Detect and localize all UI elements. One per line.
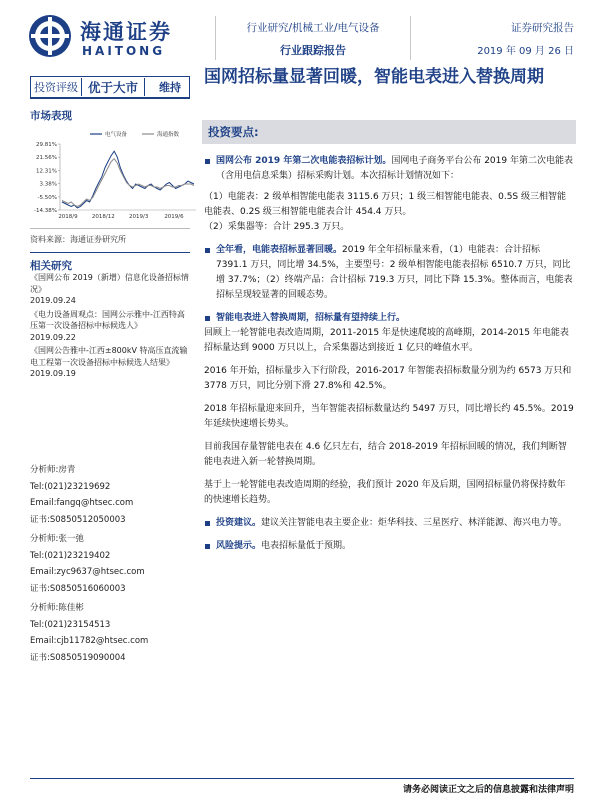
analyst-card <box>30 462 190 528</box>
analyst-cert: 证书:S0850516060003 <box>30 583 126 594</box>
chart-y-tick-label: -14.38% <box>34 208 57 214</box>
report-date: 2019 年 09 月 26 日 <box>477 46 574 57</box>
analyst-cert: 证书:S0850519090004 <box>30 652 126 663</box>
cycle-decline: 2016 年开始，招标量步入下行阶段，2016-2017 年智能表招标数量分别为约 6573 万只和 3778 万只，同比分别下滑 27.8%和 42.5%。 <box>204 366 572 391</box>
cycle-review: 回顾上一轮智能电表改造周期，2011-2015 年是快速爬坡的高峰期，2014-2015 年电能表招标量达到 9000 万只以上，合采集器达到接近 1 亿只的峰值水平。 <box>204 328 569 353</box>
bullet-lead: 智能电表进入替换周期，招标量有望持续上行。 <box>216 313 406 323</box>
analyst-card <box>30 531 190 597</box>
disclaimer-footer: 请务必阅读正文之后的信息披露和法律声明 <box>402 785 574 795</box>
bullet-icon <box>205 248 210 253</box>
related-item-date: 2019.09.22 <box>30 332 76 342</box>
chart-y-tick-label: 12.31% <box>36 168 57 175</box>
bullet-text: 国网电子商务平台公布 2019 年第二次电能表（含用电信息采集）招标采购计划。本次招标计划情况如下： <box>216 156 573 181</box>
bullet-annual-recovery <box>204 243 574 303</box>
bullet-lead: 全年看，电能表招标显著回暖。 <box>216 245 343 255</box>
rating-value: 优于大市 <box>81 78 145 96</box>
bullet-lead: 投资建议。 <box>216 518 262 528</box>
related-item[interactable] <box>30 272 190 307</box>
market-section-title: 市场表现 <box>30 110 72 122</box>
chart-legend-label: 电气设备 <box>105 132 128 138</box>
key-points-title: 投资要点: <box>208 125 259 139</box>
related-list <box>30 272 190 382</box>
rating-trend: 维持 <box>159 81 181 94</box>
chart-source: 资料来源：海通证券研究所 <box>30 235 126 244</box>
bullet-icon <box>205 159 210 164</box>
chart-x-tick-label: 2019/3 <box>128 214 149 220</box>
chart-x-tick-label: 2018/12 <box>91 214 115 220</box>
related-item-date: 2019.09.24 <box>30 296 76 305</box>
related-item[interactable] <box>30 345 190 380</box>
cycle-outlook: 基于上一轮智能电表改造周期的经验，我们预计 2020 年及后期，国网招标量仍将保持数年的快速增长趋势。 <box>204 480 566 505</box>
analyst-list <box>30 462 190 669</box>
bidding-plan-collectors: （2）采集器等：合计 295.3 万只。 <box>204 222 350 232</box>
related-item-text: 《国网公布 2019（新增）信息化设备招标情况》 <box>30 273 189 294</box>
logo-text-en: HAITONG <box>82 44 166 58</box>
chart-x-tick-label: 2018/9 <box>58 214 78 220</box>
haitong-logo <box>28 14 188 60</box>
chart-series-line <box>62 151 194 208</box>
haitong-emblem-icon <box>28 14 72 58</box>
rating-label: 投资评级 <box>34 81 78 94</box>
chart-y-tick-label: 3.38% <box>39 181 57 188</box>
chart-y-tick-label: 21.56% <box>36 155 57 162</box>
chart-legend-label: 海通指数 <box>157 132 180 138</box>
related-item-date: 2019.09.19 <box>30 369 76 378</box>
cycle-stock: 目前我国存量智能电表在 4.6 亿只左右，结合 2018-2019 年招标回暖的情况，我们判断智能电表进入新一轮替换周期。 <box>204 442 567 467</box>
related-item-text: 《电力设备周观点：国网公示雅中-江西特高压第一次设备招标中标候选人》 <box>30 309 185 330</box>
industry-categories: 行业研究/机械工业/电气设备 <box>246 22 380 34</box>
analyst-email[interactable]: Email:zyc9637@htsec.com <box>30 567 145 577</box>
bullet-lead: 风险提示。 <box>216 541 262 551</box>
bullet-text: 2019 年全年招标量来看，（1）电能表：合计招标 7391.1 万只，同比增 34.5%，主要型号：2 级单相智能电能表招标 6510.7 万只，同比增 37.7%；（2）终端产品：合计招标 719.3 万只，同比下降 15.3%。整体而言，电能表招标呈现较显著的回暖态势。 <box>216 245 573 300</box>
bullet-icon <box>205 316 210 321</box>
bidding-plan-meters: （1）电能表：2 级单相智能电能表 3115.6 万只；1 级三相智能电能表、0.5S 级三相智能电能表、0.2S 级三相智能电能表合计 454.4 万只。 <box>204 192 567 217</box>
analyst-name: 分析师:陈佳彬 <box>30 603 84 613</box>
bullet-icon <box>205 544 210 549</box>
analyst-name: 分析师:张一弛 <box>30 534 84 544</box>
bullet-lead: 国网公布 2019 年第二次电能表招标计划。 <box>216 156 392 166</box>
key-points-body <box>204 154 574 554</box>
analyst-card <box>30 600 190 666</box>
market-performance-chart <box>30 124 200 224</box>
report-category: 证券研究报告 <box>511 22 574 34</box>
key-points-header <box>202 120 576 144</box>
analyst-tel: Tel:(021)23219692 <box>30 481 111 492</box>
bullet-text: 电表招标量低于预期。 <box>261 541 352 551</box>
analyst-name: 分析师:房青 <box>30 465 76 475</box>
bullet-text: 建议关注智能电表主要企业：炬华科技、三星医疗、林洋能源、海兴电力等。 <box>261 518 568 528</box>
analyst-cert: 证书:S0850512050003 <box>30 514 126 525</box>
chart-svg <box>30 124 200 224</box>
bullet-icon <box>205 521 210 526</box>
bullet-risk-warning <box>204 539 574 554</box>
footer-rule <box>30 778 574 779</box>
bullet-bidding-plan <box>204 154 574 184</box>
related-item[interactable] <box>30 309 190 344</box>
analyst-tel: Tel:(021)23154513 <box>30 619 111 630</box>
chart-x-tick-label: 2019/6 <box>164 214 184 220</box>
header-divider-right <box>410 16 411 60</box>
logo-text-cn: 海通证券 <box>80 20 172 44</box>
analyst-email[interactable]: Email:cjb11782@htsec.com <box>30 636 149 646</box>
cycle-rebound: 2018 年招标量迎来回升，当年智能表招标数量达约 5497 万只，同比增长约 45.5%。2019 年延续快速增长势头。 <box>204 404 574 429</box>
chart-divider <box>30 228 190 229</box>
related-item-text: 《国网公告雅中-江西±800kV 特高压直流输电工程第一次设备招标中标候选人结果》 <box>30 346 188 367</box>
related-divider <box>30 252 190 253</box>
chart-y-tick-label: 29.81% <box>36 142 57 148</box>
header-divider-left <box>215 16 216 60</box>
investment-rating <box>30 76 190 98</box>
bullet-investment-advice <box>204 516 574 531</box>
related-section-title: 相关研究 <box>30 260 72 272</box>
report-title: 国网招标量显著回暖，智能电表进入替换周期 <box>204 67 544 87</box>
bullet-replacement-cycle <box>204 311 574 326</box>
analyst-tel: Tel:(021)23219402 <box>30 550 111 561</box>
rating-underline <box>30 98 190 99</box>
analyst-email[interactable]: Email:fangq@htsec.com <box>30 498 134 508</box>
chart-y-tick-label: -5.50% <box>37 194 57 201</box>
report-type: 行业跟踪报告 <box>280 44 346 57</box>
